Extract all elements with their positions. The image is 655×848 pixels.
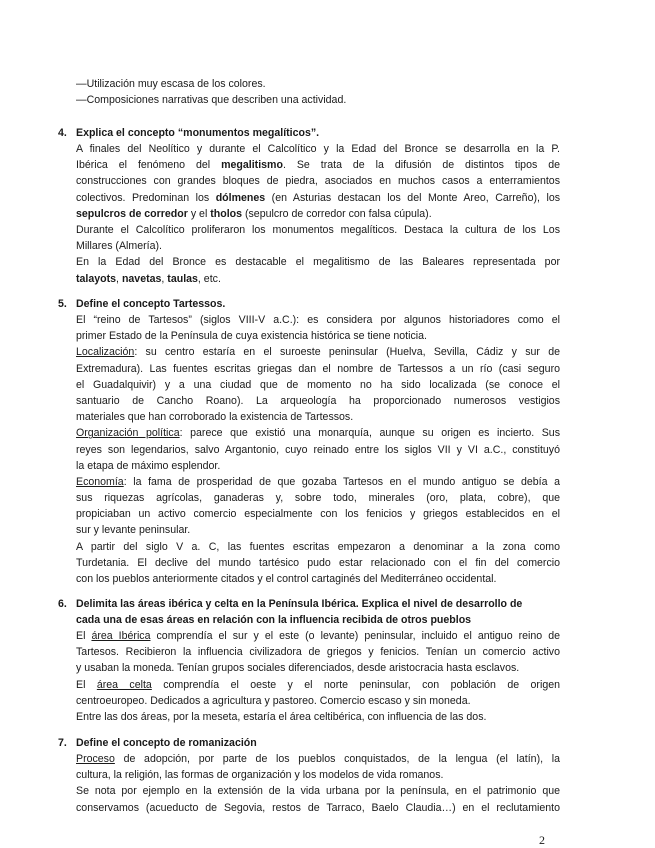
subheading-area-celta: área celta <box>96 678 152 691</box>
subheading-proceso: Proceso <box>76 753 115 765</box>
paragraph-line: Tartesos. Recibieron la influencia civilizadora de griegos y fenicios. Tenían un comercio activo <box>76 646 560 659</box>
paragraph-line: Se nota por ejemplo en la extensión de la vida urbana por la península, en el patrimonio que <box>76 785 560 798</box>
page-number: 2 <box>539 833 545 847</box>
paragraph-line: y usaban la moneda. Tenían grupos sociales diferenciados, desde aristocracia hasta esclavos. <box>76 662 520 675</box>
subheading-organizacion: Organización política <box>76 427 180 440</box>
paragraph-line: propiciaban un activo comercio especialmente con los fenicios y griegos establecidos en el <box>76 508 560 521</box>
paragraph-line: el Guadalquivir) y a una ciudad que de momento no ha sido localizada (se conoce el <box>76 378 560 391</box>
paragraph-line: primer Estado de la Península de cuya existencia histórica se tiene noticia. <box>76 330 427 343</box>
list-item: —Composiciones narrativas que describen una actividad. <box>76 94 347 107</box>
paragraph-line: Extremadura). Las fuentes escritas griegas dan el nombre de Tartessos a un río (casi seguro <box>76 362 560 375</box>
paragraph-line: centroeuropeo. Dedicados a agricultura y pastoreo. Comercio escaso y sin moneda. <box>76 694 471 707</box>
paragraph-line: Organización política: parece que existió una monarquía, aunque su origen es incierto. Sus <box>76 427 560 440</box>
paragraph-line: con los pueblos anteriormente citados y el control cartaginés del Mediterráneo occidental. <box>76 573 497 585</box>
question-7-heading <box>58 735 568 751</box>
paragraph-line: sus riquezas agrícolas, ganaderas y, sobre todo, minerales (oro, plata, cobre), que <box>76 492 560 505</box>
paragraph-line: El área Ibérica comprendía el sur y el este (o levante) peninsular, incluido el antiguo reino de <box>76 630 560 642</box>
paragraph-line: A finales del Neolítico y durante el Calcolítico y la Edad del Bronce se desarrolla en la P. <box>76 143 560 155</box>
question-title: Delimita las áreas ibérica y celta en la Península Ibérica. Explica el nivel de desarrollo de <box>76 598 523 610</box>
term-sepulcros: sepulcros de corredor <box>76 207 188 220</box>
paragraph-line: talayots, navetas, taulas, etc. <box>76 272 221 285</box>
term-talayots: talayots <box>76 272 117 285</box>
paragraph-line: colectivos. Predominan los dólmenes (en Asturias destacan los del Monte Areo, Carreño), los <box>76 191 560 204</box>
paragraph-line: Millares (Almería). <box>76 240 162 253</box>
paragraph-line: cultura, la religión, las formas de organización y los modelos de vida romanos. <box>76 769 444 782</box>
question-5-heading <box>58 296 568 312</box>
paragraph-line: El área celta comprendía el oeste y el norte peninsular, con población de origen <box>76 678 560 691</box>
question-number: 7. <box>58 737 67 749</box>
paragraph-line: sur y levante peninsular. <box>76 524 191 537</box>
question-title: Define el concepto Tartessos. <box>76 298 226 310</box>
paragraph-line: Turdetania. El declive del mundo tartésico pudo estar relacionado con el fin del comercio <box>76 556 560 569</box>
paragraph-line: Ibérica el fenómeno del megalitismo. Se trata de la difusión de distintos tipos de <box>76 159 560 172</box>
paragraph-line: Localización: su centro estaría en el suroeste peninsular (Huelva, Sevilla, Cádiz y sur de <box>76 346 560 359</box>
subheading-localizacion: Localización <box>76 346 135 359</box>
paragraph-line: materiales que han corroborado la existencia de Tartessos. <box>76 411 354 424</box>
paragraph-line: la etapa de máximo esplendor. <box>76 459 221 472</box>
question-4-answer <box>76 141 560 287</box>
question-number: 5. <box>58 298 67 310</box>
question-6-heading <box>58 596 568 628</box>
paragraph-line: conservamos (acueducto de Segovia, restos de Tarraco, Baelo Claudia…) en el reclutamiento <box>76 801 560 814</box>
question-5-answer <box>76 312 560 587</box>
paragraph-line: Entre las dos áreas, por la meseta, estaría el área celtibérica, con influencia de las dos. <box>76 710 487 723</box>
paragraph-line: En la Edad del Bronce es destacable el megalitismo de las Baleares representada por <box>76 256 560 269</box>
term-navetas: navetas <box>121 272 162 285</box>
term-megalitismo: megalitismo <box>221 159 283 172</box>
question-4-heading <box>58 125 568 141</box>
term-tholos: tholos <box>210 207 243 220</box>
paragraph-line: El “reino de Tartesos” (siglos VIII-V a.C.): es considera por algunos historiadores como el <box>76 314 560 326</box>
list-item: —Utilización muy escasa de los colores. <box>76 78 266 90</box>
paragraph-line: Proceso de adopción, por parte de los pueblos conquistados, de la lengua (el latín), la <box>76 753 560 765</box>
question-number: 6. <box>58 598 67 610</box>
question-title-cont: cada una de esas áreas en relación con la influencia recibida de otros pueblos <box>76 614 472 627</box>
question-title: Explica el concepto “monumentos megalíticos”. <box>76 127 320 139</box>
paragraph-line: Economía: la fama de prosperidad de que gozaba Tartesos en el mundo antiguo se debía a <box>76 475 560 488</box>
paragraph-line: construcciones con grandes bloques de piedra, asociados en muchos casos a enterramientos <box>76 175 560 188</box>
paragraph-line: sepulcros de corredor y el tholos (sepulcro de corredor con falsa cúpula). <box>76 207 432 220</box>
question-7-answer <box>76 751 560 816</box>
question-number: 4. <box>58 127 67 139</box>
term-taulas: taulas <box>167 272 198 285</box>
paragraph-line: A partir del siglo V a. C, las fuentes escritas empezaron a denominar a la zona como <box>76 540 560 553</box>
paragraph-line: reyes son legendarios, salvo Argantonio, cuyo reinado entre los siglos VII y VI a.C., constituyó <box>76 443 560 456</box>
paragraph-line: santuario de Cancho Roano). La arqueología ha proporcionado numerosos vestigios <box>76 394 560 407</box>
question-6-answer <box>76 628 560 725</box>
subheading-area-iberica: área Ibérica <box>91 630 151 642</box>
intro-list <box>76 76 560 108</box>
subheading-economia: Economía <box>76 475 124 488</box>
question-title: Define el concepto de romanización <box>76 737 257 749</box>
term-dolmenes: dólmenes <box>215 191 266 204</box>
paragraph-line: Durante el Calcolítico proliferaron los monumentos megalíticos. Destaca la cultura de los Los <box>76 223 560 236</box>
